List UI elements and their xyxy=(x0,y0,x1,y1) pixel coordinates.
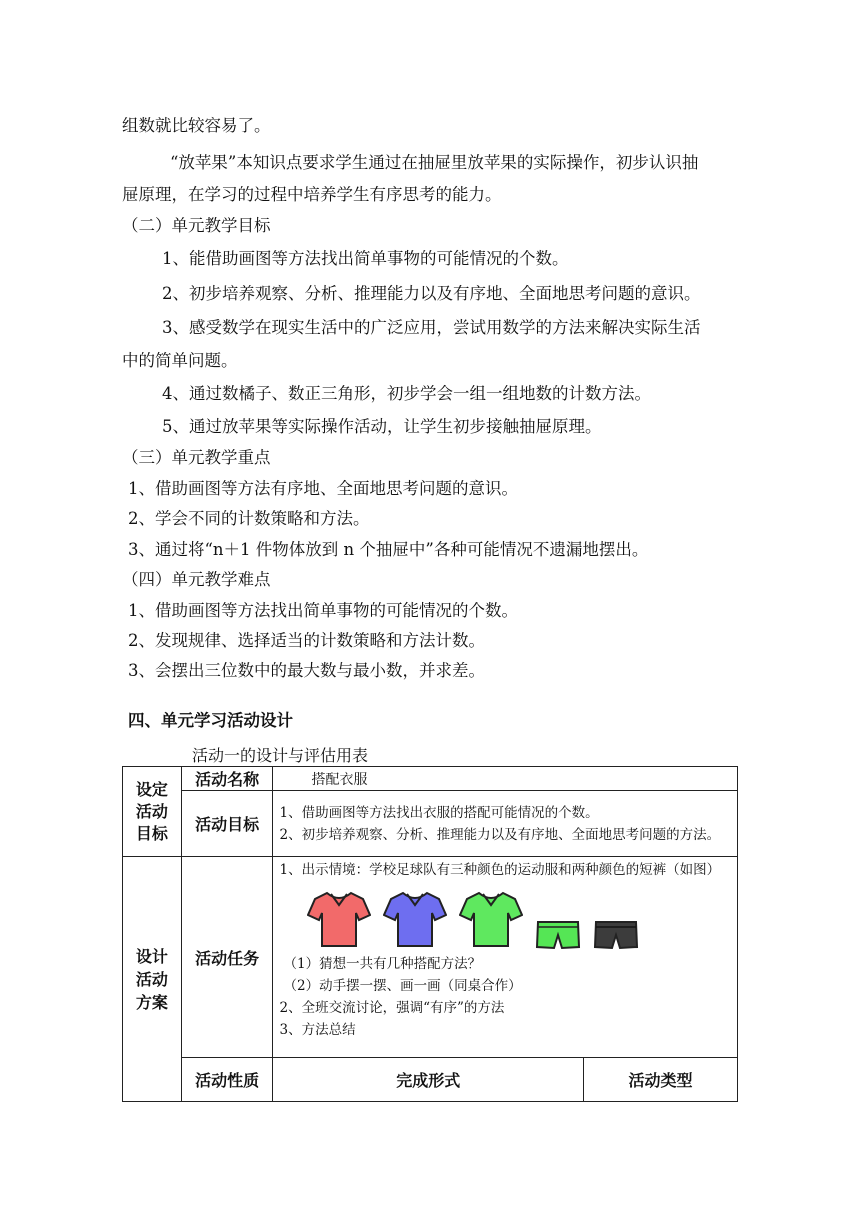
completion-form-header: 完成形式 xyxy=(273,1058,584,1102)
task-step: 3、方法总结 xyxy=(279,1022,356,1038)
activity-name-label: 活动名称 xyxy=(181,767,273,791)
black-shorts-icon xyxy=(593,919,639,951)
text-line: 中的简单问题。 xyxy=(122,351,238,370)
activity-nature-label: 活动性质 xyxy=(181,1058,273,1102)
text-line: 屉原理，在学习的过程中培养学生有序思考的能力。 xyxy=(122,185,502,204)
task-question: （1）猜想一共有几种搭配方法？ xyxy=(283,956,482,972)
blue-shirt-icon xyxy=(383,889,447,951)
task-content xyxy=(273,857,738,1058)
task-intro: 1、出示情境：学校足球队有三种颜色的运动服和两种颜色的短裤（如图） xyxy=(279,862,721,878)
activity-goal-label: 活动目标 xyxy=(181,791,273,857)
goal-item: 2、初步培养观察、分析、推理能力以及有序地、全面地思考问题的意识。 xyxy=(162,284,701,303)
task-step: 2、全班交流讨论，强调“有序”的方法 xyxy=(279,1000,505,1016)
goal-item: 5、通过放苹果等实际操作活动，让学生初步接触抽屉原理。 xyxy=(162,417,602,436)
set-goal-cell: 设定 活动 目标 xyxy=(123,767,182,857)
table-caption: 活动一的设计与评估用表 xyxy=(192,746,369,765)
activity-name-value: 搭配衣服 xyxy=(273,767,738,791)
red-shirt-icon xyxy=(307,889,371,951)
garment-illustration xyxy=(307,885,731,951)
activity-goal-value xyxy=(273,791,738,857)
activity-table xyxy=(122,766,738,1102)
difficulty-point: 3、会摆出三位数中的最大数与最小数，并求差。 xyxy=(128,661,485,680)
key-point: 1、借助画图等方法有序地、全面地思考问题的意识。 xyxy=(128,479,518,498)
difficulty-point: 2、发现规律、选择适当的计数策略和方法计数。 xyxy=(128,631,485,650)
text-line: 组数就比较容易了。 xyxy=(122,116,271,135)
green-shirt-icon xyxy=(459,889,523,951)
green-shorts-icon xyxy=(535,919,581,951)
difficulty-point: 1、借助画图等方法找出简单事物的可能情况的个数。 xyxy=(128,601,518,620)
activity-type-header: 活动类型 xyxy=(584,1058,738,1102)
key-point: 3、通过将“n＋1 件物体放到 n 个抽屉中”各种可能情况不遗漏地摆出。 xyxy=(128,540,649,559)
subheading: （四）单元教学难点 xyxy=(122,570,271,589)
design-plan-cell: 设计 活动 方案 xyxy=(123,857,182,1102)
subheading: （二）单元教学目标 xyxy=(122,216,271,235)
section-heading: 四、单元学习活动设计 xyxy=(128,711,293,730)
key-point: 2、学会不同的计数策略和方法。 xyxy=(128,509,370,528)
goal-item: 3、感受数学在现实生活中的广泛应用，尝试用数学的方法来解决实际生活 xyxy=(162,318,701,337)
task-question: （2）动手摆一摆、画一画（同桌合作） xyxy=(283,978,522,994)
goal-line: 1、借助画图等方法找出衣服的搭配可能情况的个数。 xyxy=(279,804,599,821)
task-label: 活动任务 xyxy=(181,857,273,1058)
subheading: （三）单元教学重点 xyxy=(122,448,271,467)
goal-item: 1、能借助画图等方法找出简单事物的可能情况的个数。 xyxy=(162,249,569,268)
text-line: “放苹果”本知识点要求学生通过在抽屉里放苹果的实际操作，初步认识抽 xyxy=(170,153,699,172)
goal-item: 4、通过数橘子、数正三角形，初步学会一组一组地数的计数方法。 xyxy=(162,384,651,403)
goal-line: 2、初步培养观察、分析、推理能力以及有序地、全面地思考问题的方法。 xyxy=(279,826,721,843)
